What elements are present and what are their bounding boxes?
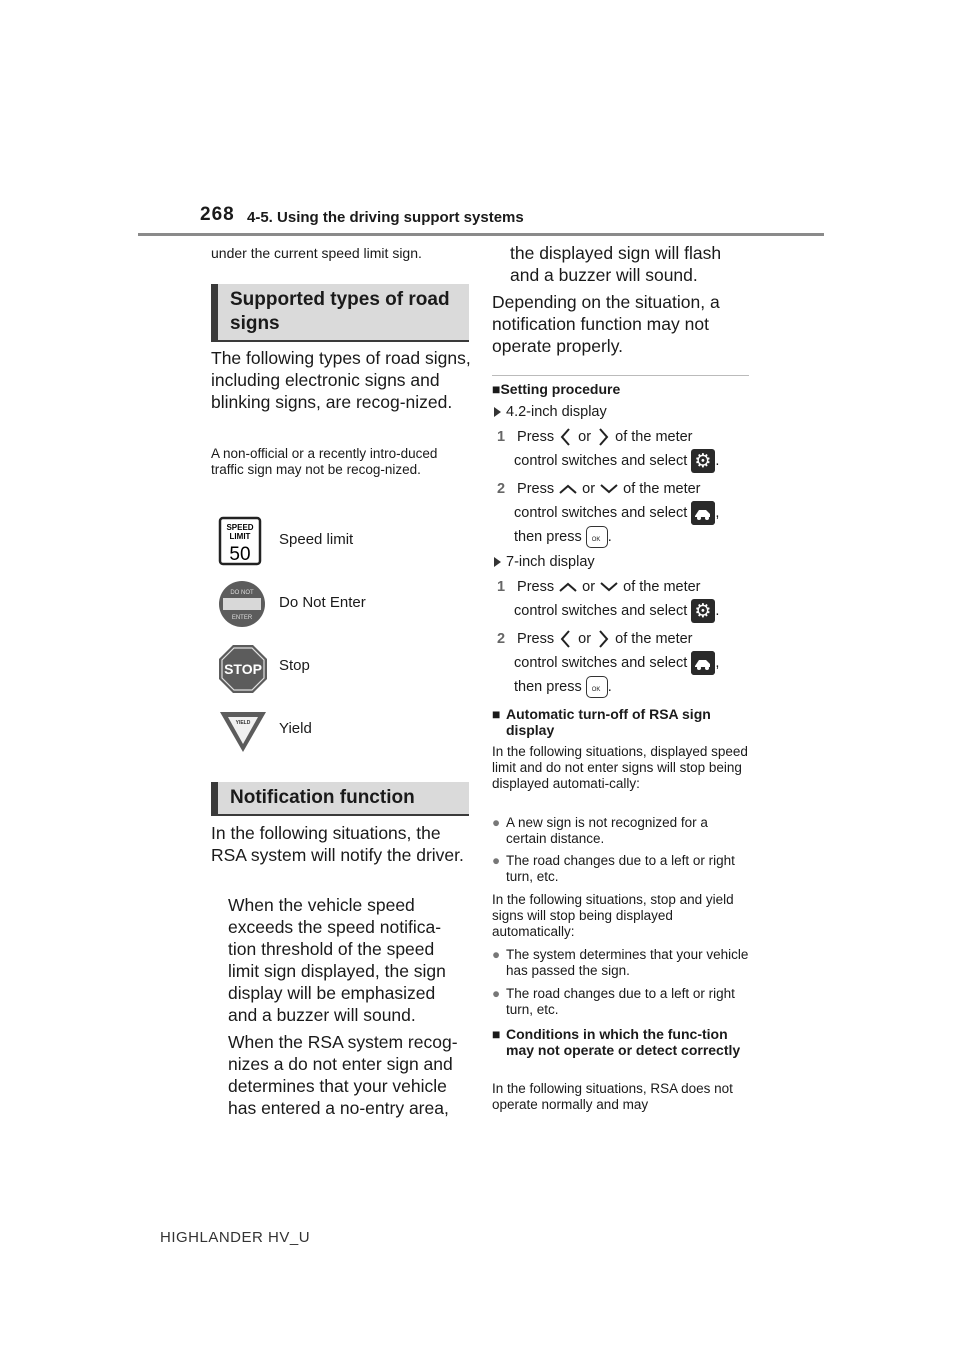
control-select-text: control switches and select — [514, 655, 688, 671]
step-42-1 — [497, 425, 757, 449]
chevron-up-icon — [558, 482, 578, 496]
conditions-text: Conditions in which the func-tion may not operate or detect correctly — [506, 1026, 741, 1058]
period: . — [715, 603, 720, 619]
bullet-item — [228, 1031, 468, 1119]
stop-sign-text: STOP — [224, 661, 262, 677]
display-42-label — [494, 400, 607, 424]
or-text: or — [578, 429, 592, 445]
intro-tail: under the current speed limit sign. — [211, 245, 422, 261]
auto-off-text: Automatic turn-off of RSA sign display — [506, 706, 711, 738]
supported-signs-paragraph: The following types of road signs, including electronic signs and blinking signs, are recog-nized. — [211, 348, 471, 412]
heading-notification-function — [211, 782, 469, 814]
bullet-item — [228, 894, 468, 1026]
list-text: The road changes due to a left or right turn, etc. — [506, 986, 735, 1017]
speed-sign-value: 50 — [229, 544, 251, 565]
road-sign-assist-icon — [691, 501, 715, 525]
sign-label-stop: Stop — [279, 657, 310, 674]
stop-sign-icon — [218, 643, 270, 695]
round-bullet: ● — [492, 853, 501, 868]
chevron-right-icon — [595, 427, 611, 447]
do-not-enter-sign-icon — [218, 580, 268, 630]
bullet-continuation: the displayed sign will flash and a buzzer will sound. — [510, 243, 722, 285]
round-bullet: ● — [492, 947, 501, 962]
auto-off-heading — [492, 706, 747, 738]
step-number: 2 — [497, 481, 506, 497]
or-text: or — [582, 481, 596, 497]
setting-procedure-text: Setting procedure — [500, 381, 621, 397]
list-item — [492, 815, 751, 847]
then-press-text: then press — [514, 529, 582, 545]
press-text: Press — [517, 429, 555, 445]
section-divider — [492, 375, 749, 376]
list-text: A new sign is not recognized for a certain distance. — [506, 815, 708, 846]
notification-paragraph: In the following situations, the RSA system will notify the driver. — [211, 823, 464, 865]
square-mark: ■ — [492, 1026, 501, 1042]
heading-text: Supported types of road signs — [230, 289, 450, 334]
display-7-text: 7-inch display — [506, 554, 595, 570]
or-text: or — [578, 631, 592, 647]
period: . — [715, 453, 720, 469]
dne-line1: DO NOT — [230, 590, 254, 596]
list-item — [492, 853, 751, 885]
settings-gear-icon — [691, 449, 715, 473]
road-sign-assist-icon — [691, 651, 715, 675]
chevron-left-icon — [558, 629, 574, 649]
chevron-up-icon — [558, 580, 578, 594]
step-number: 2 — [497, 631, 506, 647]
chevron-left-icon — [558, 427, 574, 447]
of-meter-text: of the meter — [623, 481, 701, 497]
control-select-text: control switches and select — [514, 603, 688, 619]
list-text: The system determines that your vehicle has passed the sign. — [506, 947, 749, 978]
settings-gear-icon — [691, 599, 715, 623]
yield-sign-icon — [218, 710, 270, 754]
period: . — [607, 679, 612, 695]
or-text: or — [582, 579, 596, 595]
setting-procedure-heading — [492, 381, 752, 397]
sign-label-yield: Yield — [279, 720, 312, 737]
arrow-marker-icon — [494, 407, 501, 417]
list-item — [492, 986, 751, 1018]
heading-text: Notification function — [230, 787, 415, 808]
list-item — [492, 947, 751, 979]
auto-off-para1: In the following situations, displayed speed limit and do not enter signs will stop being displayed automati-cally: — [492, 744, 748, 791]
chevron-down-icon — [599, 580, 619, 594]
step-42-2 — [497, 477, 757, 501]
square-mark: ■ — [492, 706, 501, 722]
display-42-text: 4.2-inch display — [506, 404, 607, 420]
display-7-label — [494, 550, 595, 574]
bullet-text: When the vehicle speed exceeds the speed notifica-tion threshold of the speed limit sign displayed, the sign display will be emphasized and a buzzer will sound. — [228, 895, 446, 1025]
speed-sign-line1: SPEED — [226, 523, 254, 532]
press-text: Press — [517, 631, 555, 647]
control-select-text: control switches and select — [514, 453, 688, 469]
header-divider — [138, 233, 824, 236]
list-text: The road changes due to a left or right turn, etc. — [506, 853, 735, 884]
step-7-1-cont — [514, 599, 754, 623]
round-bullet: ● — [492, 815, 501, 830]
bullet-text: When the RSA system recog-nizes a do not enter sign and determines that your vehicle has entered a no-entry area, — [228, 1032, 458, 1118]
step-7-2-cont — [514, 651, 754, 675]
comma: , — [715, 655, 720, 671]
of-meter-text: of the meter — [615, 429, 693, 445]
footer-model: HIGHLANDER HV_U — [160, 1229, 311, 1246]
supported-signs-note: A non-official or a recently intro-duced traffic sign may not be recog-nized. — [211, 446, 438, 477]
step-7-2 — [497, 627, 757, 651]
press-text: Press — [517, 481, 555, 497]
press-text: Press — [517, 579, 555, 595]
conditions-para: In the following situations, RSA does not operate normally and may — [492, 1081, 733, 1112]
then-press-text: then press — [514, 679, 582, 695]
step-7-2-press — [514, 675, 754, 699]
round-bullet: ● — [492, 986, 501, 1001]
auto-off-para2: In the following situations, stop and yield signs will stop being displayed automatically: — [492, 892, 734, 939]
step-42-2-cont — [514, 501, 754, 525]
period: . — [607, 529, 612, 545]
heading-supported-signs — [211, 284, 469, 340]
step-42-2-press — [514, 525, 754, 549]
step-number: 1 — [497, 579, 506, 595]
chevron-down-icon — [599, 482, 619, 496]
speed-limit-sign-icon — [218, 516, 266, 568]
of-meter-text: of the meter — [615, 631, 693, 647]
control-select-text: control switches and select — [514, 505, 688, 521]
section-title: 4-5. Using the driving support systems — [247, 209, 524, 226]
arrow-marker-icon — [494, 557, 501, 567]
sign-label-speed-limit: Speed limit — [279, 531, 354, 548]
sign-label-do-not-enter: Do Not Enter — [279, 594, 366, 611]
speed-sign-line2: LIMIT — [229, 532, 251, 541]
dne-line2: ENTER — [231, 615, 253, 621]
step-42-1-cont — [514, 449, 754, 473]
conditions-heading — [492, 1026, 750, 1058]
chevron-right-icon — [595, 629, 611, 649]
ok-button-icon: OK — [586, 526, 608, 548]
step-number: 1 — [497, 429, 506, 445]
page-number: 268 — [200, 204, 235, 225]
step-7-1 — [497, 575, 757, 599]
yield-sign-text: YIELD — [235, 720, 251, 726]
square-mark: ■ — [492, 381, 501, 397]
notification-caveat: Depending on the situation, a notification function may not operate properly. — [492, 292, 720, 356]
ok-button-icon: OK — [586, 676, 608, 698]
of-meter-text: of the meter — [623, 579, 701, 595]
comma: , — [715, 505, 720, 521]
